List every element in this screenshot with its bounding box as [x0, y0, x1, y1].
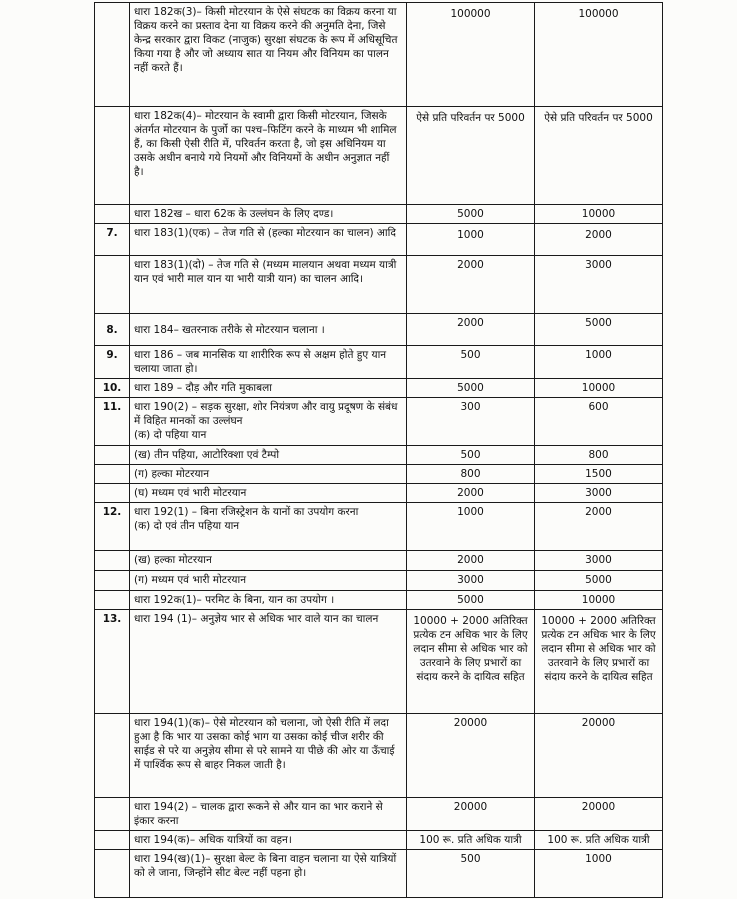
serial-number: [95, 465, 130, 484]
fine-amount-first: 2000: [407, 551, 535, 571]
serial-number: [95, 3, 130, 107]
table-row: [95, 571, 663, 591]
serial-number: [95, 831, 130, 850]
serial-number: [95, 551, 130, 571]
fine-amount-second: 5000: [535, 314, 663, 346]
table-row: [95, 314, 663, 346]
serial-number: [95, 446, 130, 465]
table-row: [95, 591, 663, 610]
fine-amount-first: 3000: [407, 571, 535, 591]
fine-amount-second: 10000: [535, 379, 663, 398]
fine-amount-second: 10000: [535, 591, 663, 610]
fine-amount-second: 1000: [535, 850, 663, 898]
fine-amount-first: 20000: [407, 714, 535, 798]
offence-description: धारा 186 – जब मानसिक या शारीरिक रूप से अक्षम होते हुए यान चलाया जाता हो।: [130, 346, 407, 379]
fine-amount-first: ऐसे प्रति परिवर्तन पर 5000: [407, 107, 535, 205]
serial-number: 10.: [95, 379, 130, 398]
fine-amount-first: 5000: [407, 379, 535, 398]
fine-amount-first: 5000: [407, 591, 535, 610]
serial-number: [95, 591, 130, 610]
offence-description: धारा 190(2) – सड़क सुरक्षा, शोर नियंत्रण और वायु प्रदूषण के संबंध में विहित मानकों का उल्लंघन (क) दो पहिया यान: [130, 398, 407, 446]
serial-number: [95, 850, 130, 898]
table-row: [95, 503, 663, 551]
fine-amount-first: 500: [407, 346, 535, 379]
fine-amount-second: 600: [535, 398, 663, 446]
fine-amount-second: 2000: [535, 224, 663, 256]
fine-amount-second: 2000: [535, 503, 663, 551]
offence-description: धारा 192क(1)– परमिट के बिना, यान का उपयोग ।: [130, 591, 407, 610]
offence-description: (ख) हल्का मोटरयान: [130, 551, 407, 571]
fine-amount-first: 20000: [407, 798, 535, 831]
table-row: [95, 465, 663, 484]
serial-number: 8.: [95, 314, 130, 346]
table-row: [95, 107, 663, 205]
offence-description: (ख) तीन पहिया, आटोरिक्शा एवं टैम्पो: [130, 446, 407, 465]
serial-number: 7.: [95, 224, 130, 256]
offence-description: (घ) मध्यम एवं भारी मोटरयान: [130, 484, 407, 503]
fine-amount-first: 5000: [407, 205, 535, 224]
fine-amount-first: 2000: [407, 314, 535, 346]
table-row: [95, 346, 663, 379]
fine-amount-first: 500: [407, 446, 535, 465]
fine-amount-first: 800: [407, 465, 535, 484]
fine-amount-second: 800: [535, 446, 663, 465]
serial-number: 13.: [95, 610, 130, 714]
serial-number: [95, 571, 130, 591]
table-row: [95, 398, 663, 446]
fine-amount-second: 100000: [535, 3, 663, 107]
offence-description: धारा 182ख – धारा 62क के उल्लंघन के लिए दण्ड।: [130, 205, 407, 224]
fine-amount-second: 10000 + 2000 अतिरिक्त प्रत्येक टन अधिक भार के लिए लदान सीमा से अधिक भार को उतरवाने के लिए प्रभारों का संदाय करने के दायित्व सहित: [535, 610, 663, 714]
table-row: [95, 3, 663, 107]
table-row: [95, 446, 663, 465]
table-row: [95, 379, 663, 398]
serial-number: [95, 256, 130, 314]
table-row: [95, 610, 663, 714]
fine-amount-second: 100 रू. प्रति अधिक यात्री: [535, 831, 663, 850]
serial-number: [95, 107, 130, 205]
offence-description: धारा 194 (1)– अनुज्ञेय भार से अधिक भार वाले यान का चालन: [130, 610, 407, 714]
fine-amount-second: 5000: [535, 571, 663, 591]
fine-amount-second: 3000: [535, 256, 663, 314]
offence-description: (ग) मध्यम एवं भारी मोटरयान: [130, 571, 407, 591]
offence-description: धारा 194(ख)(1)– सुरक्षा बेल्ट के बिना वाहन चलाना या ऐसे यात्रियों को ले जाना, जिन्होंने सीट बेल्ट नहीं पहना हो।: [130, 850, 407, 898]
offence-description: धारा 184– खतरनाक तरीके से मोटरयान चलाना ।: [130, 314, 407, 346]
table-row: [95, 714, 663, 798]
fine-amount-first: 300: [407, 398, 535, 446]
table-row: [95, 850, 663, 898]
offence-description: धारा 183(1)(दो) – तेज गति से (मध्यम मालयान अथवा मध्यम यात्री यान एवं भारी माल यान या भारी यात्री यान) का चालन आदि।: [130, 256, 407, 314]
table-row: [95, 205, 663, 224]
offence-description: धारा 183(1)(एक) – तेज गति से (हल्का मोटरयान का चालन) आदि: [130, 224, 407, 256]
fine-amount-second: 20000: [535, 714, 663, 798]
serial-number: [95, 205, 130, 224]
serial-number: 12.: [95, 503, 130, 551]
table-row: [95, 831, 663, 850]
fine-amount-first: 100 रू. प्रति अधिक यात्री: [407, 831, 535, 850]
fine-amount-first: 2000: [407, 256, 535, 314]
fine-amount-second: 10000: [535, 205, 663, 224]
table-row: [95, 484, 663, 503]
fine-amount-second: ऐसे प्रति परिवर्तन पर 5000: [535, 107, 663, 205]
fine-amount-first: 100000: [407, 3, 535, 107]
serial-number: 11.: [95, 398, 130, 446]
offence-description: धारा 192(1) – बिना रजिस्ट्रेशन के यानों का उपयोग करना (क) दो एवं तीन पहिया यान: [130, 503, 407, 551]
serial-number: 9.: [95, 346, 130, 379]
table-row: [95, 551, 663, 571]
offence-description: (ग) हल्का मोटरयान: [130, 465, 407, 484]
offence-description: धारा 194(2) – चालक द्वारा रूकने से और यान का भार कराने से इंकार करना: [130, 798, 407, 831]
fine-amount-first: 2000: [407, 484, 535, 503]
table-row: [95, 224, 663, 256]
serial-number: [95, 714, 130, 798]
offence-description: धारा 189 – दौड़ और गति मुकाबला: [130, 379, 407, 398]
fine-amount-first: 1000: [407, 503, 535, 551]
fine-amount-first: 1000: [407, 224, 535, 256]
offence-description: धारा 182क(3)– किसी मोटरयान के ऐसे संघटक का विक्रय करना या विक्रय करने का प्रस्ताव देना या विक्रय करने की अनुमति देना, जिसे केन्द्र सरकार द्वारा विकट (नाजुक) सुरक्षा संघटक के रूप में अधिसूचित किया गया है और जो अध्याय सात या नियम और विनियम का पालन नहीं करते हैं।: [130, 3, 407, 107]
serial-number: [95, 484, 130, 503]
fine-amount-first: 500: [407, 850, 535, 898]
offence-description: धारा 182क(4)– मोटरयान के स्वामी द्वारा किसी मोटरयान, जिसके अंतर्गत मोटरयान के पुर्जो का पश्च–फिटिंग करने के माध्यम भी शामिल हैं, का किसी ऐसी रीति में, परिवर्तन करता है, जो इस अधिनियम या उसके अधीन बनाये गये नियमों और विनियमों के अधीन अनुज्ञात नहीं है।: [130, 107, 407, 205]
table-row: [95, 798, 663, 831]
serial-number: [95, 798, 130, 831]
fine-amount-second: 1500: [535, 465, 663, 484]
fine-amount-second: 1000: [535, 346, 663, 379]
fine-amount-second: 3000: [535, 484, 663, 503]
fine-amount-second: 3000: [535, 551, 663, 571]
offence-description: धारा 194(क)– अधिक यात्रियों का वहन।: [130, 831, 407, 850]
fine-amount-second: 20000: [535, 798, 663, 831]
offence-description: धारा 194(1)(क)– ऐसे मोटरयान को चलाना, जो ऐसी रीति में लदा हुआ है कि भार या उसका कोई भाग या उसका कोई चीज शरीर की साईड से परे या अनुज्ञेय सीमा से परे सामने या पीछे की ओर या ऊँचाई में पार्श्विक रूप से बाहर निकल जाती है।: [130, 714, 407, 798]
fine-amount-first: 10000 + 2000 अतिरिक्त प्रत्येक टन अधिक भार के लिए लदान सीमा से अधिक भार को उतरवाने के लिए प्रभारों का संदाय करने के दायित्व सहित: [407, 610, 535, 714]
fines-table: [94, 2, 663, 898]
table-row: [95, 256, 663, 314]
